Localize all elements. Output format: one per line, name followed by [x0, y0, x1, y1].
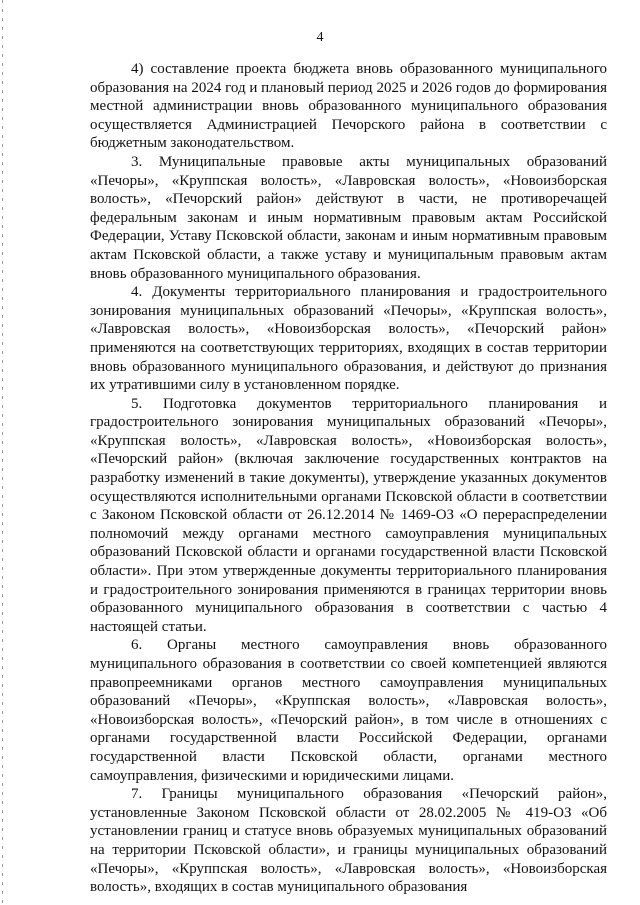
- paragraph-municipal-acts: 3. Муниципальные правовые акты муниципальных образований «Печоры», «Круппская волость», «Лавровская волость», «Новоизборская волость», «Печорский район» действуют в части, не противоречащей федеральным законам и иным нормативным правовым актам Российской Федерации, Уставу Псковской области, законам и иным нормативным правовым актам Псковской области, а также уставу и муниципальным правовым актам вновь образованного муниципального образования.: [90, 153, 607, 282]
- paragraph-legal-successors: 6. Органы местного самоуправления вновь образованного муниципального образования в соответствии со своей компетенцией являются правопреемниками органов местного самоуправления муниципальных образований «Печоры», «Круппская волость», «Лавровская волость», «Новоизборская волость», «Печорский район», в том числе в отношениях с органами государственной власти Российской Федерации, органами государственной власти Псковской области, органами местного самоуправления, физическими и юридическими лицами.: [90, 637, 607, 784]
- paragraph-planning-documents: 4. Документы территориального планирования и градостроительного зонирования муниципальных образований «Печоры», «Круппская волость», «Лавровская волость», «Новоизборская волость», «Печорский район» применяются на соответствующих территориях, входящих в состав территории вновь образованного муниципального образования, и действуют до признания их утратившими силу в установленном порядке.: [90, 284, 607, 394]
- paragraph-document-preparation: 5. Подготовка документов территориального планирования и градостроительного зонирования муниципальных образований «Печоры», «Круппская волость», «Лавровская волость», «Новоизборская волость», «Печорский район» (включая заключение государственных контрактов на разработку изменений в такие документы), утверждение указанных документов осуществляются исполнительными органами Псковской области в соответствии с Законом Псковской области от 26.12.2014 № 1469-ОЗ «О перераспределении полномочий между органами местного самоуправления муниципальных образований Псковской области и органами государственной власти Псковской области». При этом утвержденные документы территориального планирования и градостроительного зонирования применяются в границах территории вновь образованного муниципального образования в соответствии с частью 4 настоящей статьи.: [90, 395, 607, 635]
- document-body: [90, 60, 607, 897]
- paragraph-budget-draft: 4) составление проекта бюджета вновь образованного муниципального образования на 2024 год и плановый период 2025 и 2026 годов до формирования местной администрации вновь образованного муниципального образования осуществляется Администрацией Печорского района в соответствии с бюджетным законодательством.: [90, 61, 607, 152]
- paragraph-boundaries: 7. Границы муниципального образования «Печорский район», установленные Законом Псковской области от 28.02.2005 № 419-ОЗ «Об установлении границ и статусе вновь образуемых муниципальных образований на территории Псковской области», и границы муниципальных образований «Печоры», «Круппская волость», «Лавровская волость», «Новоизборская волость», входящих в состав муниципального образования: [90, 786, 607, 896]
- page-number: 4: [316, 30, 324, 45]
- scan-edge-marks: [2, 0, 3, 905]
